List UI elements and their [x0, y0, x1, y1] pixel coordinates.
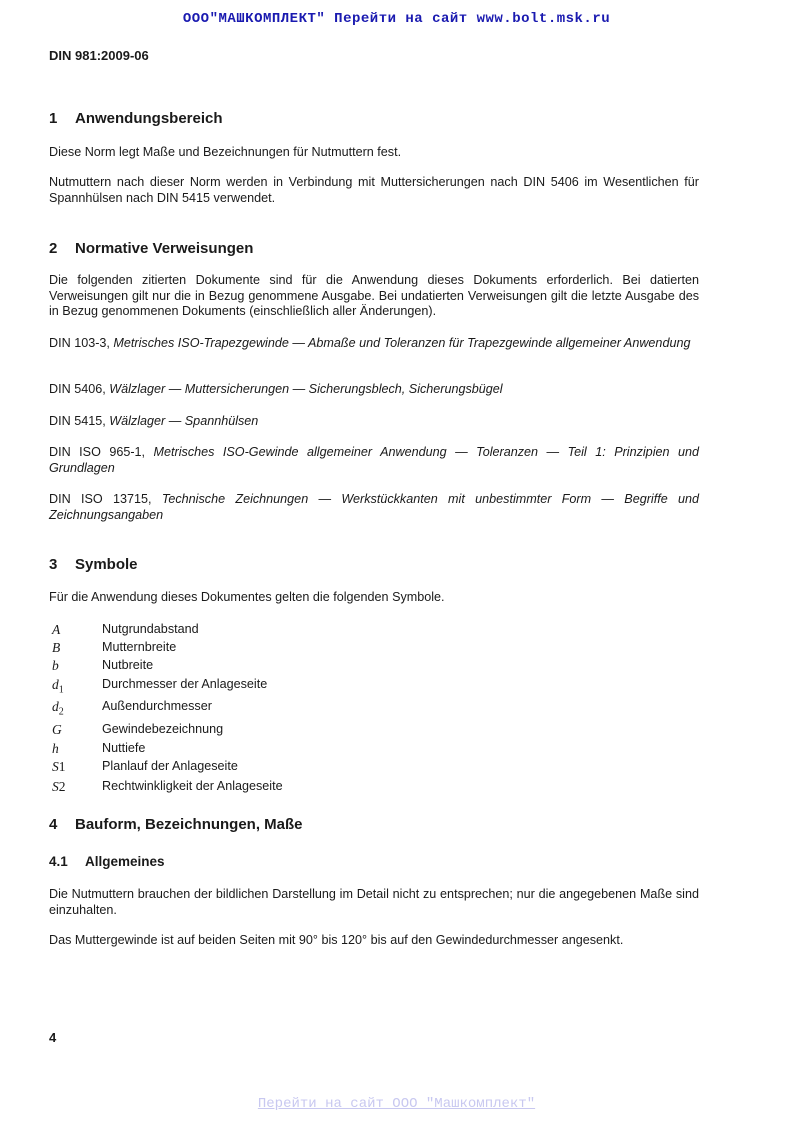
reference-item — [49, 382, 699, 398]
reference-item — [49, 414, 699, 430]
reference-title: Wälzlager — Muttersicherungen — Sicherungsblech, Sicherungsbügel — [109, 382, 503, 396]
symbol-row — [49, 741, 649, 759]
section-3-heading — [49, 556, 138, 573]
symbol-row — [49, 699, 649, 717]
symbol-row — [49, 722, 649, 740]
section-number: 4 — [49, 816, 58, 833]
symbol-row — [49, 640, 649, 658]
symbol: b — [52, 658, 59, 673]
reference-item — [49, 445, 699, 476]
reference-code: DIN 5415, — [49, 414, 106, 428]
section-1-paragraph-1: Diese Norm legt Maße und Bezeichnungen für Nutmuttern fest. — [49, 145, 402, 159]
header-site-link[interactable]: ООО"МАШКОМПЛЕКТ" Перейти на сайт www.bolt.msk.ru — [182, 11, 611, 27]
subsection-title: Allgemeines — [85, 854, 165, 869]
symbol: S1 — [52, 759, 66, 774]
subsection-4-1-paragraph-2: Das Muttergewinde ist auf beiden Seiten mit 90° bis 120° bis auf den Gewindedurchmesser angesenkt. — [49, 933, 624, 947]
reference-title: Metrisches ISO-Gewinde allgemeiner Anwendung — Toleranzen — Teil 1: Prinzipien und Grundlagen — [49, 445, 699, 475]
reference-code: DIN ISO 13715, — [49, 492, 152, 506]
section-number: 2 — [49, 240, 58, 257]
symbol-description: Außendurchmesser — [102, 699, 212, 713]
section-title: Anwendungsbereich — [75, 110, 223, 127]
footer-site-link[interactable]: Перейти на сайт ООО "Машкомплект" — [257, 1096, 536, 1112]
symbol-description: Rechtwinkligkeit der Anlageseite — [102, 779, 283, 793]
reference-title: Wälzlager — Spannhülsen — [109, 414, 259, 428]
reference-code: DIN 103-3, — [49, 336, 110, 350]
subsection-4-1-heading — [49, 854, 165, 869]
symbol-description: Durchmesser der Anlageseite — [102, 677, 268, 691]
section-2-heading — [49, 240, 253, 257]
page-number: 4 — [49, 1030, 57, 1045]
reference-item — [49, 492, 699, 523]
reference-code: DIN 5406, — [49, 382, 106, 396]
symbol: S2 — [52, 779, 66, 794]
section-title: Bauform, Bezeichnungen, Maße — [75, 816, 303, 833]
subsection-number: 4.1 — [49, 854, 68, 869]
section-number: 1 — [49, 110, 58, 127]
symbol-description: Mutternbreite — [102, 640, 177, 654]
symbol: A — [52, 622, 61, 637]
section-1-heading — [49, 110, 223, 127]
symbol-row — [49, 658, 649, 676]
symbol: $d_1$ — [52, 677, 64, 696]
symbol-row — [49, 677, 649, 695]
reference-title: Technische Zeichnungen — Werkstückkanten mit unbestimmter Form — Begriffe und Zeichnungsangaben — [49, 492, 700, 522]
section-2-intro: Die folgenden zitierten Dokumente sind für die Anwendung dieses Dokuments erforderlich. Bei datierten Verweisungen gilt nur die in Bezug genommene Ausgabe. Bei undatierten Verweisungen gilt die letzte Ausgabe des in Bezug genommenen Dokuments (einschließlich aller Änderungen). — [49, 273, 699, 318]
section-title: Normative Verweisungen — [75, 240, 254, 257]
symbol: $d_2$ — [52, 699, 64, 718]
section-1-paragraph-2: Nutmuttern nach dieser Norm werden in Verbindung mit Muttersicherungen nach DIN 5406 im Wesentlichen für Spannhülsen nach DIN 5415 verwendet. — [49, 175, 699, 205]
symbol-description: Nutgrundabstand — [102, 622, 199, 636]
symbol: G — [52, 722, 62, 737]
section-3-intro: Für die Anwendung dieses Dokumentes gelten die folgenden Symbole. — [49, 590, 445, 604]
symbol: h — [52, 741, 59, 756]
symbol-description: Planlauf der Anlageseite — [102, 759, 238, 773]
subsection-4-1-paragraph-1: Die Nutmuttern brauchen der bildlichen Darstellung im Detail nicht zu entsprechen; nur die angegebenen Maße sind einzuhalten. — [49, 887, 699, 917]
section-title: Symbole — [75, 556, 138, 573]
symbol-row — [49, 622, 649, 640]
section-4-heading — [49, 816, 303, 833]
symbol-description: Nutbreite — [102, 658, 154, 672]
reference-title: Metrisches ISO-Trapezgewinde — Abmaße und Toleranzen für Trapezgewinde allgemeiner Anwendung — [113, 336, 691, 350]
reference-code: DIN ISO 965-1, — [49, 445, 146, 459]
section-number: 3 — [49, 556, 58, 573]
symbol-row — [49, 779, 649, 797]
symbol-row — [49, 759, 649, 777]
symbol-description: Gewindebezeichnung — [102, 722, 224, 736]
reference-item — [49, 336, 699, 352]
symbol: B — [52, 640, 61, 655]
symbol-description: Nuttiefe — [102, 741, 146, 755]
document-id: DIN 981:2009-06 — [49, 48, 149, 63]
